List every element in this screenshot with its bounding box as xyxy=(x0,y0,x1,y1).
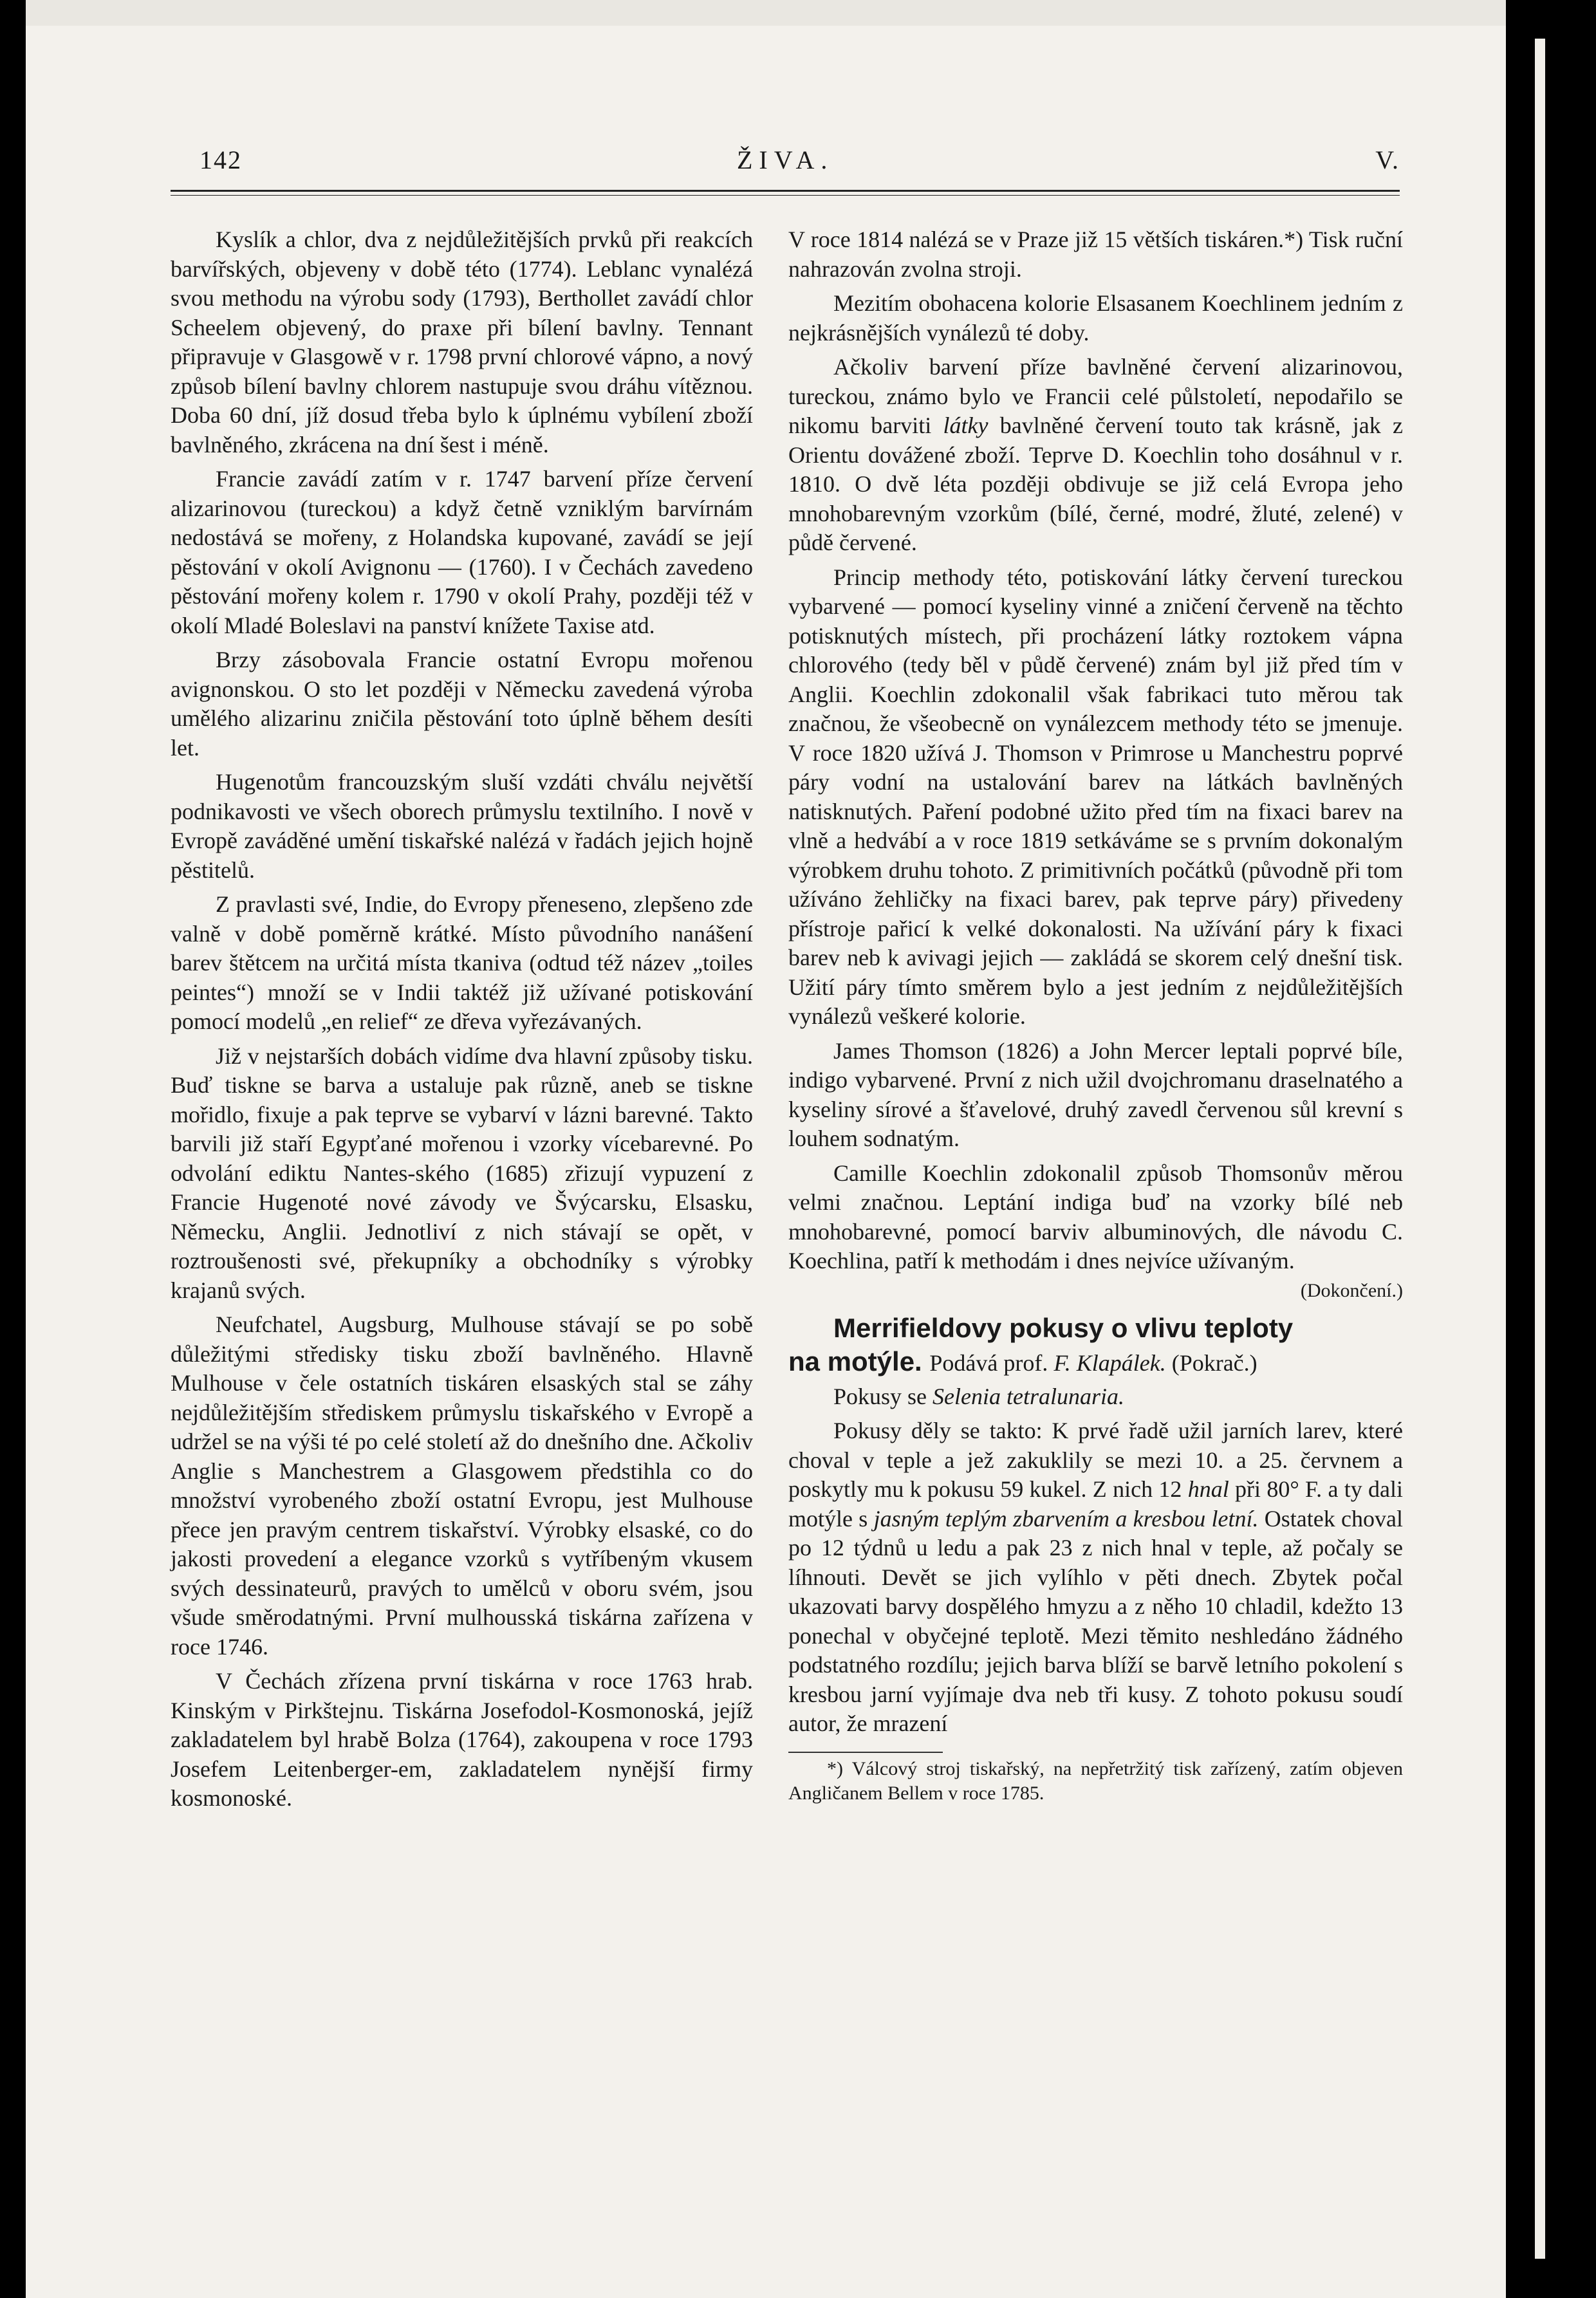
paragraph xyxy=(788,1416,1403,1739)
italic-word: látky xyxy=(943,412,988,438)
byline-prefix: Podává prof. xyxy=(929,1349,1048,1376)
page-number: 142 xyxy=(200,145,242,174)
paragraph: Z pravlasti své, Indie, do Evropy přeneseno, zlepšeno zde valně v době poměrně krátké. Místo původního nanášení barev štětcem na určitá místa tkaniva (odtud též název „toiles peintes“) množí se v Indii taktéž již užívané potiskování pomocí modelů „en relief“ ze dřeva vyřezávaných. xyxy=(171,891,753,1034)
italic-word: hnal xyxy=(1187,1476,1229,1502)
article-title-line1: Merrifieldovy pokusy o vlivu teploty xyxy=(833,1312,1294,1343)
scan-top-strip xyxy=(26,0,1506,26)
byline xyxy=(929,1350,1257,1376)
footnote xyxy=(788,1757,1403,1806)
paragraph: V roce 1814 nalézá se v Praze již 15 větších tiskáren.*) Tisk ruční nahrazován zvolna stroji. xyxy=(788,227,1403,282)
paragraph: James Thomson (1826) a John Mercer leptali poprvé bíle, indigo vybarvené. První z nich užil dvojchromanu draselnatého a kyseliny sírové a šťavelové, druhý zavedl červenou sůl krevní s louhem sodnatým. xyxy=(788,1037,1403,1151)
paragraph-text: bavlněné červení touto tak krásně, jak z Orientu dovážené zboží. Teprve D. Koechlin toho dosáhnul v r. 1810. O dvě léta později obdivuje se již celá Evropa jeho mnohobarevným vzorkům (bílé, černé, modré, žluté, zelené) v půdě červené. xyxy=(788,412,1404,555)
footnote-text: *) Válcový stroj tiskařský, na nepřetržitý tisk zařízený, zatím objeven Angličanem Bellem v roce 1785. xyxy=(788,1757,1403,1804)
species-name: Selenia tetralunaria. xyxy=(933,1383,1124,1409)
paragraph: Francie zavádí zatím v r. 1747 barvení příze červení alizarinovou (tureckou) a když četně vzniklým barvírnám nedostává se mořeny, z Holandska kupované, zavádí se její pěstování v okolí Avignonu — (1760). I v Čechách zavedeno pěstování mořeny kolem r. 1790 v okolí Prahy, později též v okolí Mladé Boleslavi na panství knížete Taxise atd. xyxy=(171,466,753,638)
paragraph: Princip methody této, potiskování látky červení tureckou vybarvené — pomocí kyseliny vinné a zničení červeně na těchto potisknutých místech, při procházení látky roztokem vápna chlorového (tedy běl v půdě červené) znám byl již před tím v Anglii. Koechlin zdokonalil však fabrikaci tuto měrou tak značnou, že všeobecně on vynálezcem methody této se jmenuje. V roce 1820 užívá J. Thomson v Primrose u Manchestru poprvé páry vodní na ustalování barev na látkách bavlněných natisknutých. Paření podobné užito před tím na fixaci barev na vlně a hedvábí a v roce 1819 setkáváme se s prvním dokonalým výrobkem druhu tohoto. Z primitivních počátků (původně při tom užíváno žehličky na fixaci barev, pak teprve páry) přivedeny přístroje pařicí k velké dokonalosti. Na užívání páry k fixaci barev neb k avivagi jejich — zakládá se skorem celý dnešní tisk. Užití páry tímto směrem bylo a jest jedním z nejdůležitějších vynálezů veškeré kolorie. xyxy=(788,564,1403,1029)
article-title xyxy=(788,1311,1403,1380)
paragraph xyxy=(788,353,1403,558)
scanned-page xyxy=(26,0,1506,2298)
paragraph: V Čechách zřízena první tiskárna v roce 1763 hrab. Kinským v Pirkštejnu. Tiskárna Josefodol-Kosmonoská, jejíž zakladatelem byl hrabě Bolza (1764), zakoupena v roce 1793 Josefem Leitenberger-em, zakladatelem nynější firmy kosmonoské. xyxy=(171,1668,753,1811)
article-title-line2: na motýle. xyxy=(788,1346,922,1376)
header-rule xyxy=(171,190,1400,192)
paragraph: Neufchatel, Augsburg, Mulhouse stávají se po sobě důležitými středisky tisku zboží bavlněného. Hlavně Mulhouse v čele ostatních tiskáren elsaských stal se záhy nejdůležitějším střediskem průmyslu tiskařského v Evropě a udržel se na výši té po celé století až do dnešního dne. Ačkoliv Anglie s Manchestrem a Glasgowem předstihla co do množství vyrobeného zboží ostatní Evropu, jest Mulhouse přece jen pravým centrem tiskařství. Výrobky elsaské, co do jakosti provedení a elegance vzorků s vytříbeným vkusem svých dessinateurů, pravých to umělců v oboru svém, jsou všude směrodatnými. První mulhousská tiskárna zařízena v roce 1746. xyxy=(171,1311,753,1660)
footnote-rule xyxy=(788,1752,943,1753)
right-column xyxy=(788,225,1403,1806)
author: F. Klapálek. xyxy=(1053,1349,1166,1376)
scan-binding-strip xyxy=(1535,39,1545,2259)
paragraph-text: Ačkoliv barvení příze bavlněné červení alizarinovou, tureckou, známo bylo ve Francii celé půlstoletí, nepodařilo se nikomu barviti xyxy=(788,354,1403,438)
paragraph-text: při 80° F. a ty dali motýle s xyxy=(788,1476,1404,1532)
italic-phrase: jasným teplým zbarvením a kresbou letní. xyxy=(873,1505,1259,1532)
running-header xyxy=(171,145,1400,183)
paragraph-text: Camille Koechlin zdokonalil způsob Thomsonův měrou velmi značnou. Leptání indiga buď na vzorky bílé neb mnohobarevné, pomocí barviv albuminových, dle návodu C. Koechlina, patří k methodám i dnes nejvíce užívaným. xyxy=(788,1160,1403,1274)
journal-title: ŽIVA. xyxy=(737,145,834,174)
paragraph-text: Ostatek choval po 12 týdnů u ledu a pak 23 z nich hnal v teple, až počaly se líhnouti. Devět se jich vylíhlo v pěti dnech. Zbytek počal ukazovati barvy dospělého hmyzu a z něho 10 chladil, kdežto 13 ponechal v obyčejné teplotě. Mezi těmito neshledáno žádného podstatného rozdílu; jejich barva blíží se barvě letního pokolení s kresbou jarní vyjímaje dva neb tři kusy. Z tohoto pokusu soudí autor, že mrazení xyxy=(788,1505,1404,1736)
paragraph: Kyslík a chlor, dva z nejdůležitějších prvků při reakcích barvířských, objeveny v době této (1774). Leblanc vynalézá svou methodu na výrobu sody (1793), Berthollet zavádí chlor Scheelem objevený, do praxe při bílení bavlny. Tennant připravuje v Glasgowě v r. 1798 první chlorové vápno, a nový způsob bílení bavlny chlorem nastupuje svou dráhu vítěznou. Doba 60 dní, jíž dosud třeba bylo k úplnému vybílení zboží bavlněného, zkrácena na dní šest i méně. xyxy=(171,227,753,458)
paragraph: Již v nejstarších dobách vidíme dva hlavní způsoby tisku. Buď tiskne se barva a ustaluje pak různě, aneb se tiskne mořidlo, fixuje a pak teprve se vybarví v lázni barevné. Takto barvili již staří Egypťané mořenou i vzorky vícebarevné. Po odvolání ediktu Nantes-ského (1685) zřizují vypuzení z Francie Hugenoté nové závody ve Švýcarsku, Elsasku, Německu, Anglii. Jednotliví z nich stávají se opět, v roztroušenosti své, překupníky a obchodníky s výrobky krajanů svých. xyxy=(171,1042,753,1303)
byline-suffix: (Pokrač.) xyxy=(1171,1349,1257,1376)
subtitle-prefix: Pokusy se xyxy=(833,1383,927,1409)
paragraph-text: Pokusy děly se takto: K prvé řadě užil jarních larev, které choval v teple a jež zakuklily se mezi 10. a 25. červnem a poskytly mu k pokusu 59 kukel. Z nich 12 xyxy=(788,1418,1403,1502)
header-rule-thin xyxy=(171,195,1400,196)
volume-number: V. xyxy=(1375,145,1400,174)
paragraph: Brzy zásobovala Francie ostatní Evropu mořenou avignonskou. O sto let později v Německu zavedená výroba umělého alizarinu zničila pěstování toto úplně během desíti let. xyxy=(171,647,753,761)
paragraph xyxy=(788,1159,1403,1301)
paragraph: Mezitím obohacena kolorie Elsasanem Koechlinem jedním z nejkrásnějších vynálezů té doby. xyxy=(788,290,1403,346)
article-subtitle xyxy=(788,1382,1403,1412)
continuation-note: (Dokončení.) xyxy=(1300,1279,1403,1301)
left-column xyxy=(171,225,753,1813)
paragraph: Hugenotům francouzským sluší vzdáti chválu největší podnikavosti ve všech oborech průmyslu textilního. I nově v Evropě zaváděné umění tiskařské nalézá v řadách jejich hojně pěstitelů. xyxy=(171,769,753,883)
